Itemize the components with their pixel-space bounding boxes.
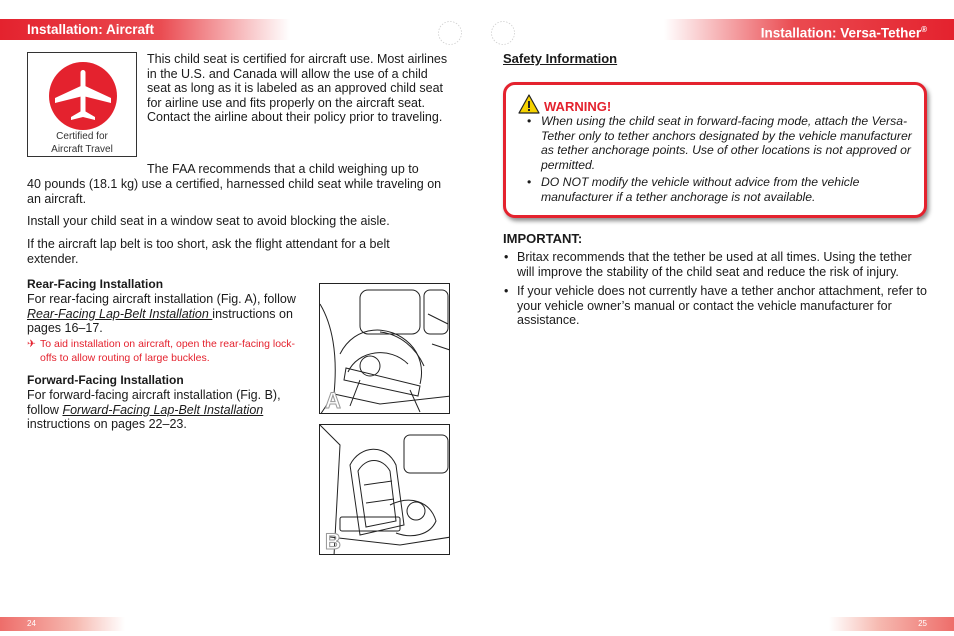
airplane-icon xyxy=(41,59,125,133)
figure-a-rear-facing xyxy=(319,283,450,414)
faa-paragraph-line1: The FAA recommends that a child weighing up to xyxy=(147,162,419,176)
header-left xyxy=(0,19,290,40)
window-seat-paragraph: Install your child seat in a window seat to avoid blocking the aisle. xyxy=(27,214,390,228)
forward-facing-link[interactable]: Forward-Facing Lap-Belt Installation xyxy=(62,402,264,417)
registered-mark: ® xyxy=(921,25,927,34)
rear-facing-note: ✈ To aid installation on aircraft, open the rear-facing lock-offs to allow routing of large buckles. xyxy=(27,338,296,364)
warning-box xyxy=(503,82,927,218)
header-right xyxy=(664,19,954,40)
figure-a-label: A xyxy=(325,388,341,413)
right-page-number: 25 xyxy=(918,619,927,628)
warning-item: • DO NOT modify the vehicle without advice from the vehicle manufacturer if a tether anchorage is not available. xyxy=(527,175,860,204)
faa-paragraph-rest: 40 pounds (18.1 kg) use a certified, harnessed child seat while traveling on an aircraft. xyxy=(27,177,442,206)
aircraft-intro-paragraph: This child seat is certified for aircraft use. Most airlines in the U.S. and Canada will allow the use of a child seat as long as it is labeled as an approved child seat for airline use and fits properly on the aircraft seat. Contact the airline about their policy prior to traveling. xyxy=(147,52,448,124)
footer-left xyxy=(0,617,125,631)
rear-facing-heading: Rear-Facing Installation xyxy=(27,277,164,291)
lap-belt-paragraph: If the aircraft lap belt is too short, ask the flight attendant for a belt extender. xyxy=(27,237,390,266)
safety-information-title: Safety Information xyxy=(503,51,618,66)
certified-caption: Certified for Aircraft Travel xyxy=(51,131,113,155)
airplane-note-icon: ✈ xyxy=(27,338,36,350)
forward-facing-paragraph: For forward-facing aircraft installation (Fig. B), follow Forward-Facing Lap-Belt Installation instructions on pages 22–23. xyxy=(27,388,281,431)
right-section-title: Installation: Versa-Tether xyxy=(760,25,922,41)
rear-facing-paragraph: For rear-facing aircraft installation (Fig. A), follow Rear-Facing Lap-Belt Installation instructions on pages 16–17. xyxy=(27,292,296,335)
footer-right xyxy=(829,617,954,631)
registration-mark-icon xyxy=(490,20,516,46)
rear-facing-link[interactable]: Rear-Facing Lap-Belt Installation xyxy=(27,306,213,321)
figure-b-forward-facing xyxy=(319,424,450,555)
left-page-number: 24 xyxy=(27,619,36,628)
warning-list xyxy=(524,114,924,207)
left-section-title: Installation: Aircraft xyxy=(27,22,155,37)
warning-item: • When using the child seat in forward-facing mode, attach the Versa-Tether only to tether anchors designated by the vehicle manufacturer as tether anchorage points. Use of other locations is not approved or permitted. xyxy=(527,114,912,172)
important-item: • If your vehicle does not currently have a tether anchor attachment, refer to your vehicle owner’s manual or contact the vehicle manufacturer for assistance. xyxy=(504,284,927,327)
forward-facing-heading: Forward-Facing Installation xyxy=(27,373,184,387)
certified-aircraft-badge xyxy=(27,52,137,157)
warning-triangle-icon xyxy=(518,94,540,114)
important-title: IMPORTANT: xyxy=(503,231,583,246)
warning-title: WARNING! xyxy=(544,99,612,114)
important-list xyxy=(503,250,928,333)
registration-mark-icon xyxy=(437,20,463,46)
important-item: • Britax recommends that the tether be used at all times. Using the tether will improve the stability of the child seat and reduce the risk of injury. xyxy=(504,250,912,279)
figure-b-label: B xyxy=(325,529,341,554)
